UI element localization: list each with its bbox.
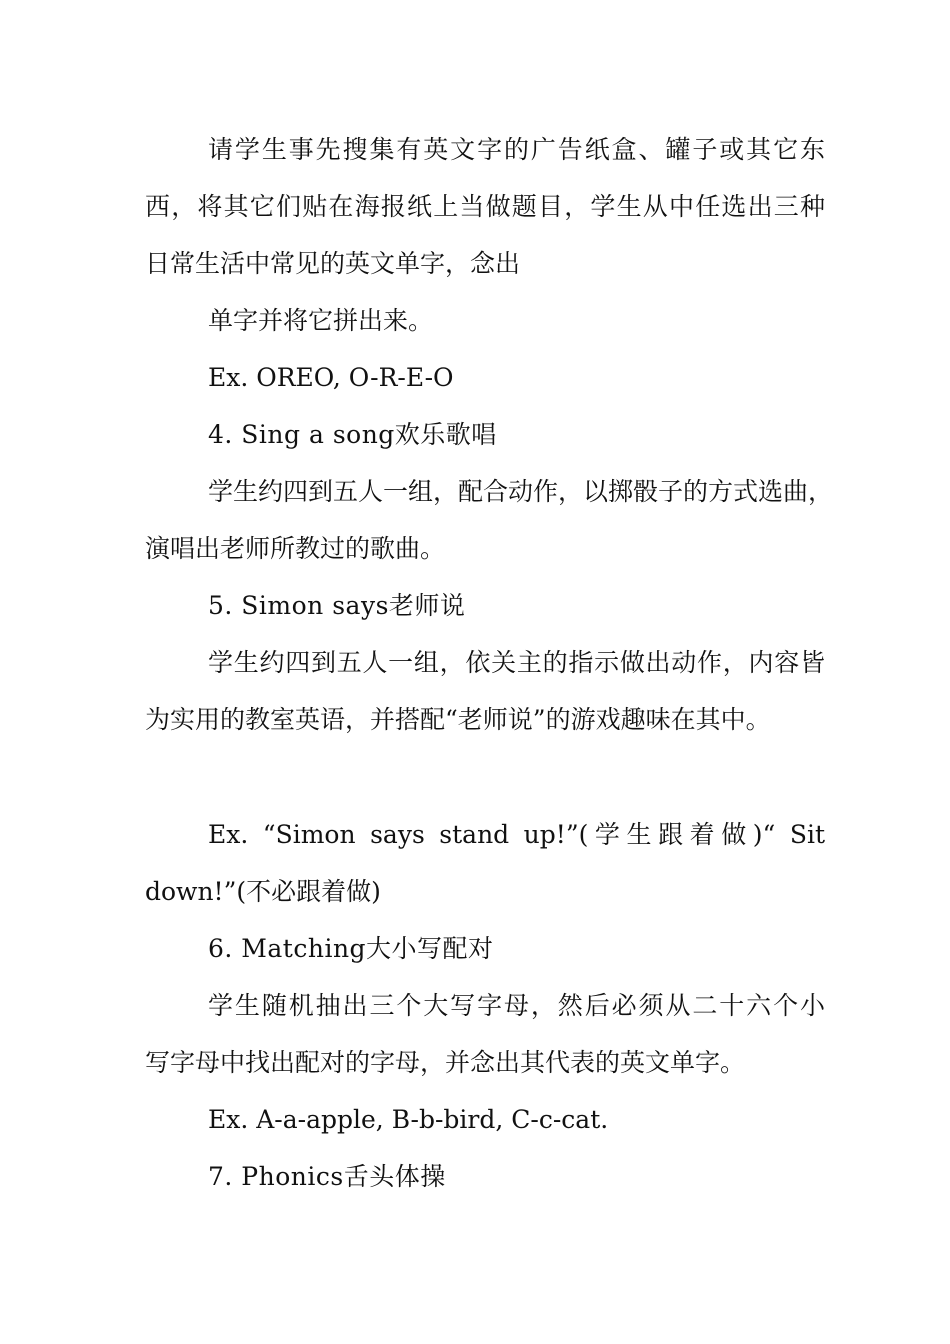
paragraph-1-line-2: 西，将其它们贴在海报纸上当做题目，学生从中任选出三种 [145,192,825,221]
example-matching: Ex. A-a-apple, B-b-bird, C-c-cat. [208,1105,609,1134]
paragraph-5-line-2: 写字母中找出配对的字母，并念出其代表的英文单字。 [145,1048,746,1077]
heading-matching: 6. Matching大小写配对 [208,934,494,963]
example-simon-line-2: down!”(不必跟着做) [145,877,381,906]
paragraph-4-line-2: 为实用的教室英语，并搭配“老师说”的游戏趣味在其中。 [145,705,771,734]
paragraph-1-line-3: 日常生活中常见的英文单字，念出 [145,249,521,278]
heading-sing-a-song: 4. Sing a song欢乐歌唱 [208,420,497,449]
paragraph-3-line-1: 学生约四到五人一组，配合动作，以掷骰子的方式选曲， [208,477,834,506]
paragraph-4-line-1: 学生约四到五人一组，依关主的指示做出动作，内容皆 [208,648,825,677]
heading-simon-says: 5. Simon says老师说 [208,591,466,620]
paragraph-2-line-1: 单字并将它拼出来。 [208,306,434,335]
example-simon-line-1: Ex. “Simon says stand up!”(学生跟着做)“ Sit [208,820,825,849]
paragraph-3-line-2: 演唱出老师所教过的歌曲。 [145,534,446,563]
example-oreo: Ex. OREO, O-R-E-O [208,363,454,392]
paragraph-5-line-1: 学生随机抽出三个大写字母，然后必须从二十六个小 [208,991,825,1020]
paragraph-1-line-1: 请学生事先搜集有英文字的广告纸盒、罐子或其它东 [208,135,825,164]
heading-phonics: 7. Phonics舌头体操 [208,1162,446,1191]
